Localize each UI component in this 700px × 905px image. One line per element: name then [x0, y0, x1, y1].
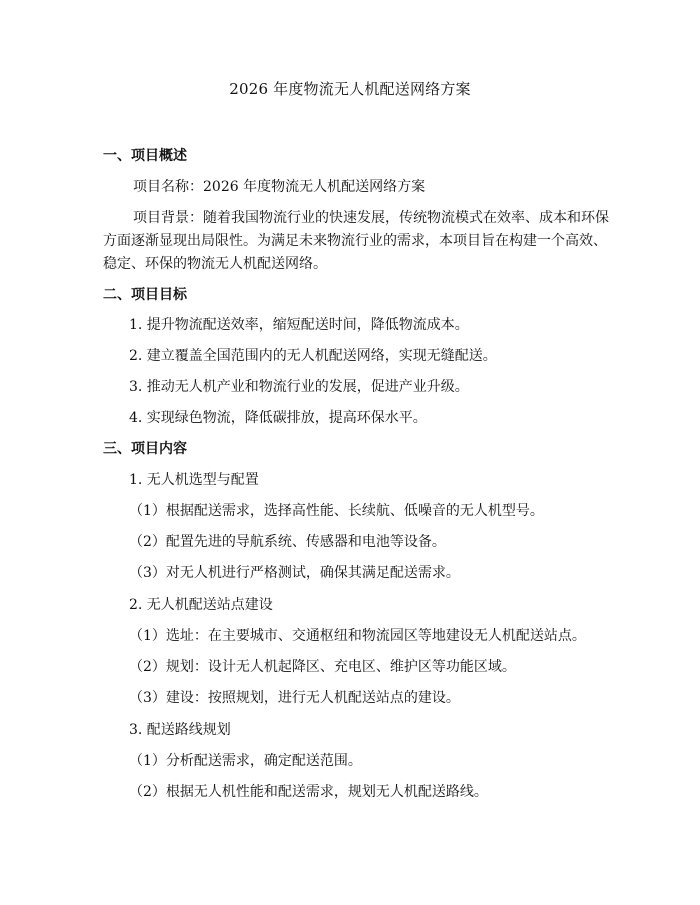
document-title: 2026 年度物流无人机配送网络方案	[229, 80, 471, 98]
goal-item: 2. 建立覆盖全国范围内的无人机配送网络，实现无缝配送。	[129, 348, 497, 364]
content-subitem: （1）根据配送需求，选择高性能、长续航、低噪音的无人机型号。	[129, 503, 544, 519]
content-subitem: （3）对无人机进行严格测试，确保其满足配送需求。	[129, 565, 460, 581]
project-background-line-1: 项目背景：随着我国物流行业的快速发展，传统物流模式在效率、成本和环保	[133, 210, 609, 226]
content-subitem: （2）配置先进的导航系统、传感器和电池等设备。	[129, 534, 446, 550]
goal-item: 4. 实现绿色物流，降低碳排放，提高环保水平。	[129, 410, 427, 426]
section-heading-content: 三、项目内容	[103, 441, 187, 457]
content-subitem: （1）选址：在主要城市、交通枢纽和物流园区等地建设无人机配送站点。	[129, 628, 586, 644]
content-item-title: 3. 配送路线规划	[129, 722, 231, 738]
project-background-line-2: 方面逐渐显现出局限性。为满足未来物流行业的需求，本项目旨在构建一个高效、	[103, 233, 607, 249]
section-heading-overview: 一、项目概述	[103, 148, 187, 164]
content-item-title: 1. 无人机选型与配置	[129, 472, 259, 488]
goal-item: 1. 提升物流配送效率，缩短配送时间，降低物流成本。	[129, 317, 469, 333]
section-heading-goals: 二、项目目标	[103, 287, 187, 303]
content-subitem: （3）建设：按照规划，进行无人机配送站点的建设。	[129, 690, 460, 706]
project-name-line: 项目名称：2026 年度物流无人机配送网络方案	[133, 179, 426, 195]
content-subitem: （2）根据无人机性能和配送需求，规划无人机配送路线。	[129, 784, 488, 800]
project-background-line-3: 稳定、环保的物流无人机配送网络。	[103, 256, 327, 272]
goal-item: 3. 推动无人机产业和物流行业的发展，促进产业升级。	[129, 379, 469, 395]
content-subitem: （1）分析配送需求，确定配送范围。	[129, 753, 362, 769]
content-item-title: 2. 无人机配送站点建设	[129, 597, 273, 613]
content-subitem: （2）规划：设计无人机起降区、充电区、维护区等功能区域。	[129, 659, 516, 675]
